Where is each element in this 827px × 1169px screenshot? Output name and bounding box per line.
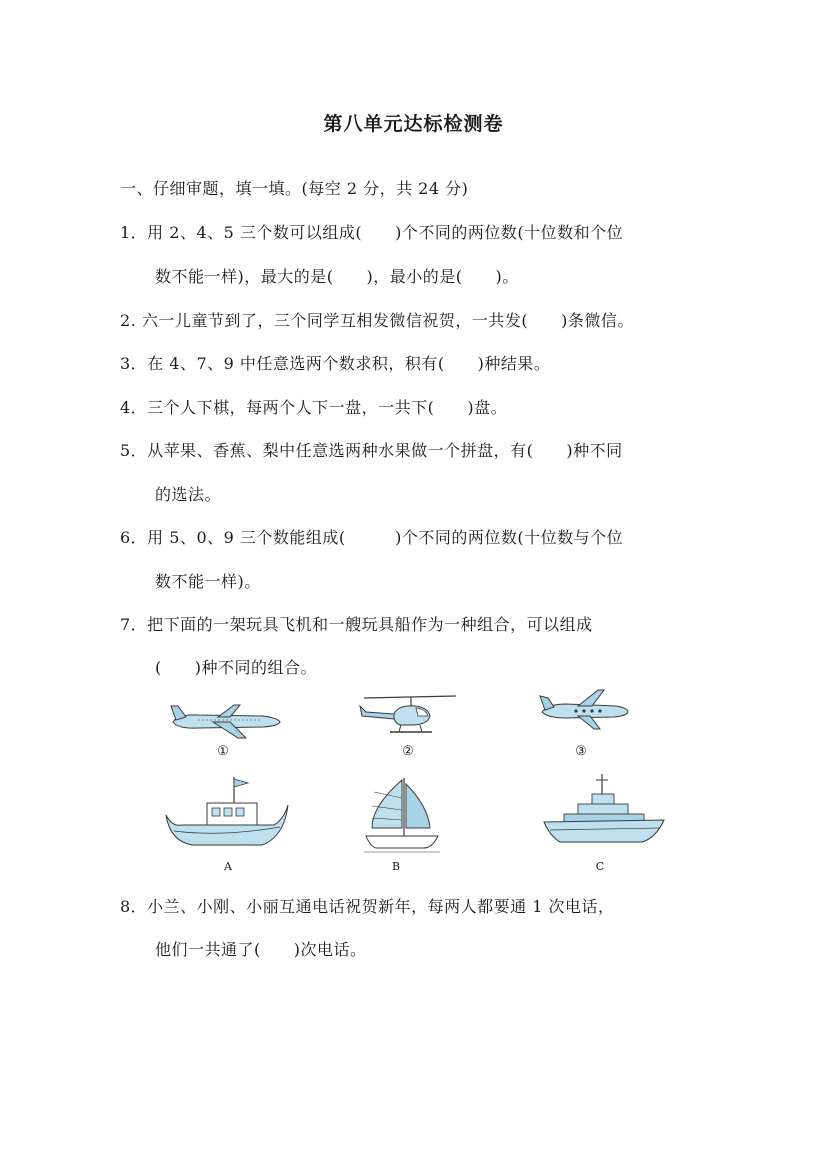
question-6-line-2: 数不能一样)。	[155, 572, 261, 591]
question-4: 4．三个人下棋，每两个人下一盘，一共下( )盘。	[120, 398, 508, 417]
boat-label-a: A	[224, 860, 232, 873]
question-5-line-1: 5．从苹果、香蕉、梨中任意选两种水果做一个拼盘，有( )种不同	[120, 441, 623, 460]
question-7-line-2: ( )种不同的组合。	[155, 658, 317, 677]
question-1-line-2: 数不能一样)，最大的是( )，最小的是( )。	[155, 267, 519, 286]
question-8-line-2: 他们一共通了( )次电话。	[155, 940, 367, 959]
question-5-line-2: 的选法。	[155, 485, 222, 504]
warship-illustration	[542, 772, 667, 852]
plane-label-2: ②	[402, 744, 414, 759]
plane-label-3: ③	[575, 744, 587, 759]
plane-label-1: ①	[217, 744, 229, 759]
question-6-line-1: 6．用 5、0、9 三个数能组成( )个不同的两位数(十位数与个位	[120, 528, 624, 547]
question-8-line-1: 8．小兰、小刚、小丽互通电话祝贺新年，每两人都要通 1 次电话，	[120, 897, 615, 916]
helicopter-illustration	[356, 692, 461, 742]
page-title: 第八单元达标检测卷	[323, 113, 504, 135]
sailboat-illustration	[362, 776, 442, 856]
question-7-line-1: 7．把下面的一架玩具飞机和一艘玩具船作为一种组合，可以组成	[120, 615, 593, 634]
boat-label-c: C	[595, 860, 605, 873]
question-2: 2. 六一儿童节到了，三个同学互相发微信祝贺，一共发( )条微信。	[120, 311, 634, 330]
boat-label-b: B	[391, 860, 401, 873]
airliner-illustration	[168, 700, 283, 742]
small-plane-illustration	[536, 686, 631, 732]
question-1-line-1: 1．用 2、4、5 三个数可以组成( )个不同的两位数(十位数和个位	[120, 223, 624, 242]
question-3: 3．在 4、7、9 中任意选两个数求积，积有( )种结果。	[120, 354, 551, 373]
boat-a-illustration	[162, 775, 292, 855]
section-heading: 一、仔细审题，填一填。(每空 2 分，共 24 分)	[120, 179, 469, 198]
